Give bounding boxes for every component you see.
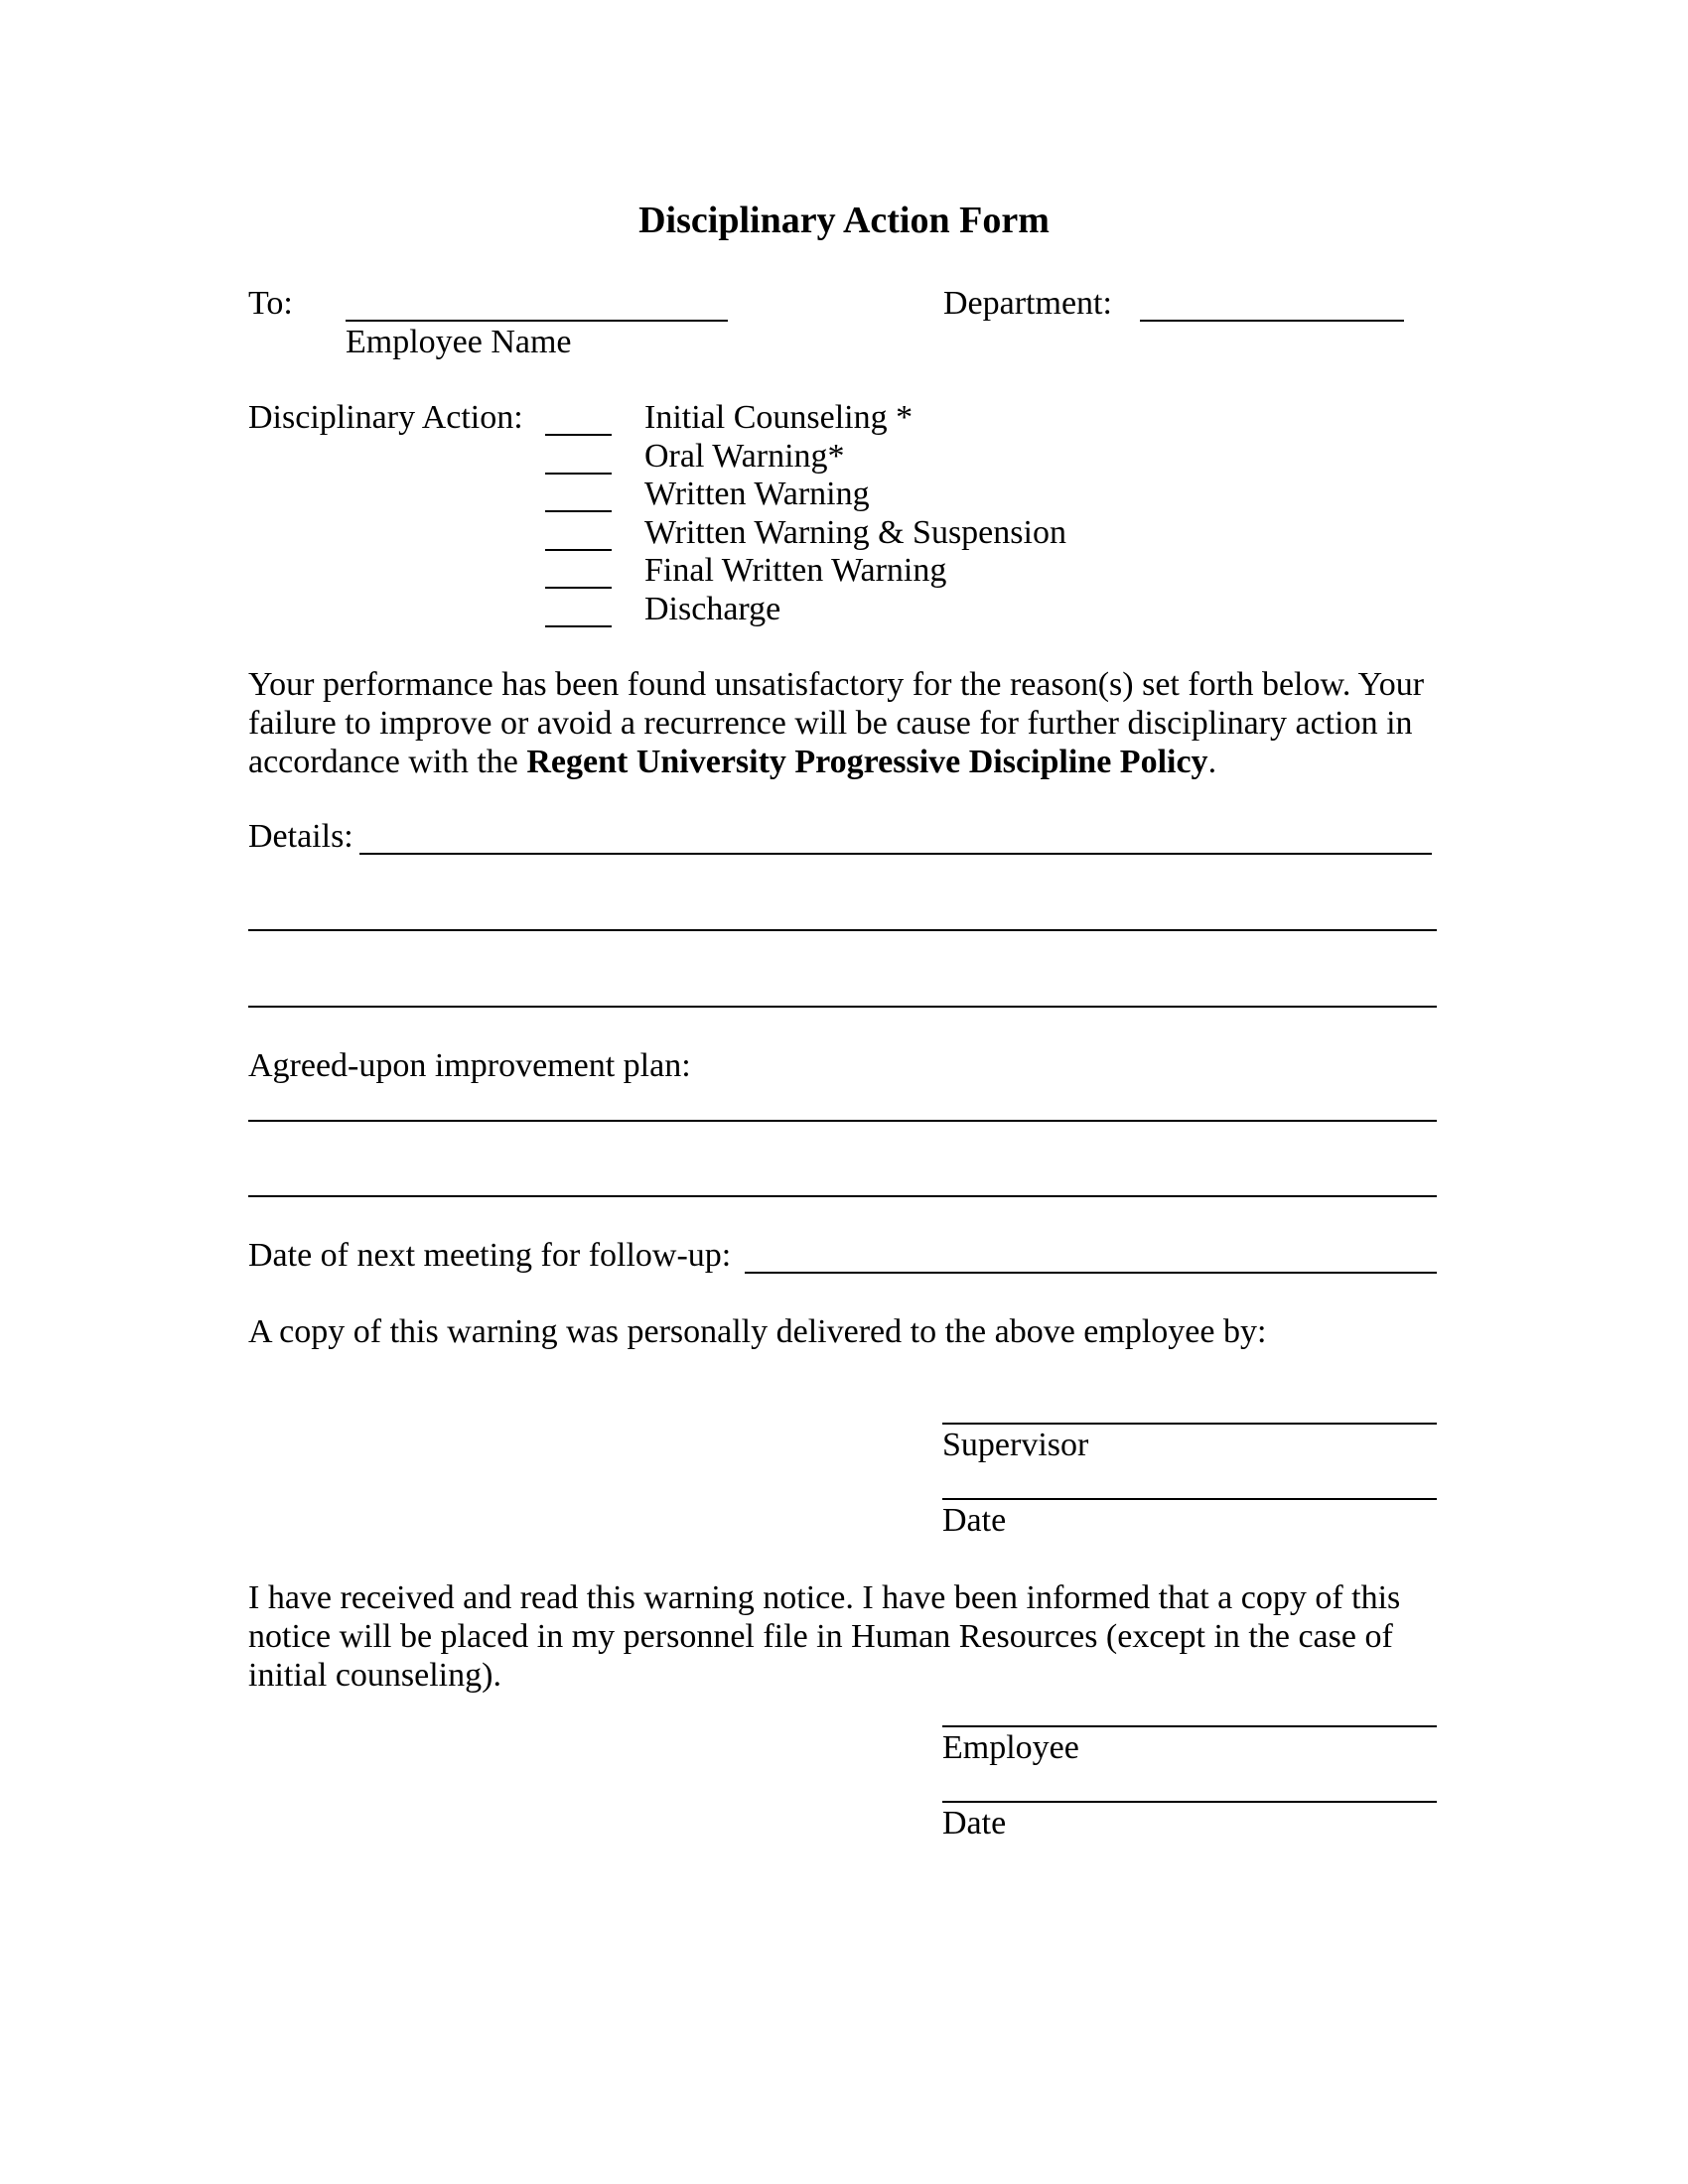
notice-text-1: Your performance has been found unsatisfactory for the reason(s) set forth below. Your failure to improve or avoid a recurrence will be cause for further disciplinary action in accordance with the bbox=[248, 666, 1425, 780]
employee-name-caption: Employee Name bbox=[346, 324, 572, 360]
employee-date-caption: Date bbox=[942, 1805, 1007, 1842]
department-field[interactable] bbox=[1140, 320, 1404, 322]
supervisor-date-caption: Date bbox=[942, 1502, 1007, 1539]
followup-date-field[interactable] bbox=[745, 1272, 1437, 1274]
employee-date-line[interactable] bbox=[942, 1801, 1437, 1803]
action-option-oral-warning: Oral Warning* bbox=[644, 438, 845, 475]
action-option-written-warning: Written Warning bbox=[644, 476, 870, 512]
improvement-plan-label: Agreed-upon improvement plan: bbox=[248, 1047, 691, 1084]
action-checkbox-written-warning-suspension[interactable] bbox=[545, 549, 612, 551]
employee-signature-line[interactable] bbox=[942, 1725, 1437, 1727]
supervisor-caption: Supervisor bbox=[942, 1427, 1089, 1463]
employee-caption: Employee bbox=[942, 1729, 1079, 1766]
action-checkbox-final-written-warning[interactable] bbox=[545, 587, 612, 589]
improvement-plan-line-1[interactable] bbox=[248, 1120, 1437, 1122]
employee-name-field[interactable] bbox=[346, 320, 728, 322]
action-option-initial-counseling: Initial Counseling * bbox=[644, 399, 914, 436]
policy-name: Regent University Progressive Discipline Policy bbox=[526, 744, 1208, 780]
action-checkbox-initial-counseling[interactable] bbox=[545, 434, 612, 436]
supervisor-signature-line[interactable] bbox=[942, 1423, 1437, 1425]
delivery-statement: A copy of this warning was personally delivered to the above employee by: bbox=[248, 1313, 1267, 1350]
department-label: Department: bbox=[943, 285, 1112, 322]
details-line-2[interactable] bbox=[248, 929, 1437, 931]
details-line-1[interactable] bbox=[359, 853, 1432, 855]
action-option-discharge: Discharge bbox=[644, 591, 781, 627]
acknowledgement-paragraph: I have received and read this warning notice. I have been informed that a copy of this notice will be placed in my personnel file in Human Resources (except in the case of initial counseling). bbox=[248, 1579, 1401, 1694]
action-checkbox-discharge[interactable] bbox=[545, 625, 612, 627]
action-checkbox-written-warning[interactable] bbox=[545, 510, 612, 512]
action-option-final-written-warning: Final Written Warning bbox=[644, 552, 947, 589]
details-label: Details: bbox=[248, 818, 353, 855]
to-label: To: bbox=[248, 285, 293, 322]
disciplinary-action-label: Disciplinary Action: bbox=[248, 399, 523, 436]
followup-label: Date of next meeting for follow-up: bbox=[248, 1237, 732, 1274]
action-option-written-warning-suspension: Written Warning & Suspension bbox=[644, 514, 1066, 551]
improvement-plan-line-2[interactable] bbox=[248, 1195, 1437, 1197]
notice-text-2: . bbox=[1207, 744, 1217, 780]
supervisor-date-line[interactable] bbox=[942, 1498, 1437, 1500]
action-checkbox-oral-warning[interactable] bbox=[545, 473, 612, 475]
form-title: Disciplinary Action Form bbox=[638, 200, 1050, 241]
details-line-3[interactable] bbox=[248, 1006, 1437, 1008]
notice-paragraph bbox=[248, 665, 1479, 781]
